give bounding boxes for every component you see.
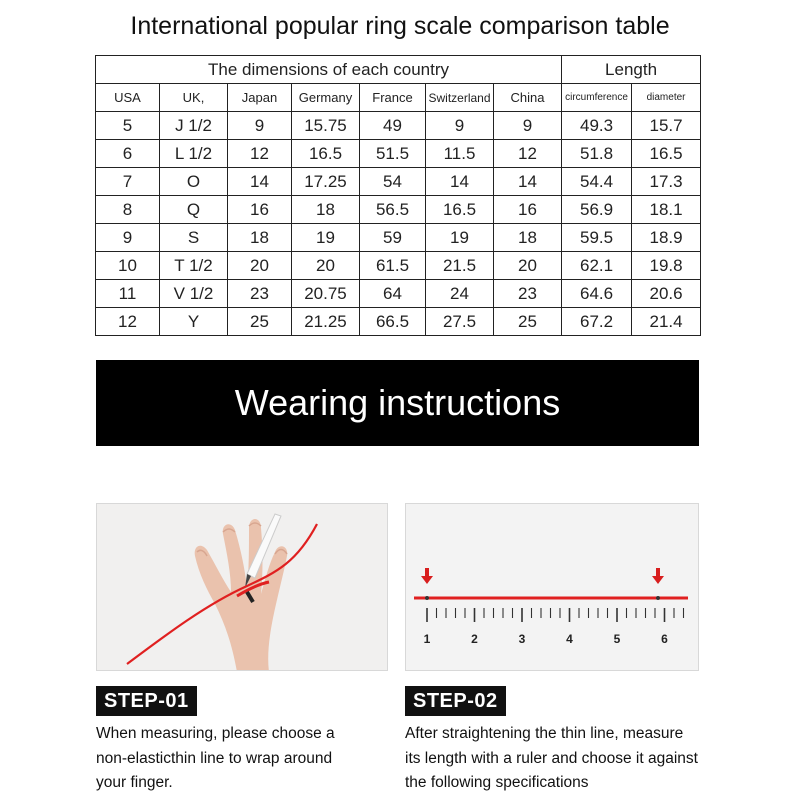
- table-cell: 19.8: [632, 252, 701, 280]
- table-cell: 10: [96, 252, 160, 280]
- ring-size-table: [95, 55, 701, 336]
- table-cell: 24: [426, 280, 494, 308]
- table-cell: 25: [494, 308, 562, 336]
- table-cell: 21.4: [632, 308, 701, 336]
- table-cell: 66.5: [360, 308, 426, 336]
- group-header-length: Length: [562, 56, 701, 84]
- table-cell: 11.5: [426, 140, 494, 168]
- table-cell: 16.5: [292, 140, 360, 168]
- table-cell: 5: [96, 112, 160, 140]
- col-header-japan: Japan: [228, 84, 292, 112]
- ruler-number: 4: [566, 632, 573, 646]
- table-cell: 16: [494, 196, 562, 224]
- step-02-badge: STEP-02: [405, 686, 506, 716]
- step-02-line: After straightening the thin line, measure: [405, 725, 684, 742]
- table-cell: 59.5: [562, 224, 632, 252]
- table-cell: J 1/2: [160, 112, 228, 140]
- table-cell: S: [160, 224, 228, 252]
- table-cell: 8: [96, 196, 160, 224]
- table-cell: 18: [494, 224, 562, 252]
- table-cell: 19: [426, 224, 494, 252]
- table-cell: 49: [360, 112, 426, 140]
- col-header-china: China: [494, 84, 562, 112]
- table-cell: 6: [96, 140, 160, 168]
- table-row: [96, 280, 701, 308]
- table-cell: 17.3: [632, 168, 701, 196]
- table-cell: 59: [360, 224, 426, 252]
- table-cell: 54: [360, 168, 426, 196]
- table-cell: 18: [292, 196, 360, 224]
- table-cell: V 1/2: [160, 280, 228, 308]
- table-cell: 61.5: [360, 252, 426, 280]
- table-cell: 20: [494, 252, 562, 280]
- table-cell: 20.75: [292, 280, 360, 308]
- table-cell: 7: [96, 168, 160, 196]
- table-cell: 17.25: [292, 168, 360, 196]
- step-02-line: the following specifications: [405, 774, 589, 791]
- table-cell: 19: [292, 224, 360, 252]
- table-cell: 16.5: [426, 196, 494, 224]
- table-cell: 54.4: [562, 168, 632, 196]
- table-cell: 16: [228, 196, 292, 224]
- ruler-number: 5: [613, 632, 621, 646]
- table-row: [96, 224, 701, 252]
- table-cell: 18.9: [632, 224, 701, 252]
- table-cell: 12: [494, 140, 562, 168]
- step-02-line: its length with a ruler and choose it against: [405, 749, 698, 767]
- ruler-icon: [406, 504, 699, 671]
- table-row: [96, 308, 701, 336]
- table-cell: 23: [494, 280, 562, 308]
- table-cell: Y: [160, 308, 228, 336]
- table-cell: 9: [228, 112, 292, 140]
- table-cell: 56.9: [562, 196, 632, 224]
- table-row: [96, 112, 701, 140]
- table-cell: 27.5: [426, 308, 494, 336]
- table-cell: 67.2: [562, 308, 632, 336]
- table-cell: 20.6: [632, 280, 701, 308]
- table-cell: 64: [360, 280, 426, 308]
- step-01-line: your finger.: [96, 774, 173, 791]
- table-cell: L 1/2: [160, 140, 228, 168]
- table-cell: 56.5: [360, 196, 426, 224]
- ruler-number: 1: [423, 632, 431, 646]
- ruler-number: 2: [471, 632, 478, 646]
- table-cell: 25: [228, 308, 292, 336]
- table-row: [96, 168, 701, 196]
- step-01-line: non-elasticthin line to wrap around: [96, 749, 333, 767]
- table-cell: 9: [96, 224, 160, 252]
- step-01-badge: STEP-01: [96, 686, 197, 716]
- wearing-instructions-banner: Wearing instructions: [96, 360, 699, 446]
- table-cell: 21.25: [292, 308, 360, 336]
- col-header-diameter: diameter: [632, 84, 701, 112]
- table-cell: 11: [96, 280, 160, 308]
- table-cell: 23: [228, 280, 292, 308]
- table-cell: 14: [426, 168, 494, 196]
- table-cell: 51.5: [360, 140, 426, 168]
- table-cell: 14: [228, 168, 292, 196]
- step-01-illustration: [96, 503, 388, 671]
- table-cell: 20: [228, 252, 292, 280]
- table-cell: 64.6: [562, 280, 632, 308]
- table-cell: 15.75: [292, 112, 360, 140]
- table-cell: 9: [426, 112, 494, 140]
- col-header-france: France: [360, 84, 426, 112]
- col-header-germany: Germany: [292, 84, 360, 112]
- table-cell: 15.7: [632, 112, 701, 140]
- table-cell: 9: [494, 112, 562, 140]
- table-cell: 21.5: [426, 252, 494, 280]
- table-row: [96, 140, 701, 168]
- col-header-switzerland: Switzerland: [426, 84, 494, 112]
- col-header-usa: USA: [96, 84, 160, 112]
- step-01-text: [96, 722, 396, 796]
- table-row: [96, 196, 701, 224]
- table-cell: Q: [160, 196, 228, 224]
- step-02-text: [405, 722, 725, 796]
- ruler-number: 3: [518, 632, 526, 646]
- table-cell: 51.8: [562, 140, 632, 168]
- table-cell: 12: [228, 140, 292, 168]
- table-cell: 16.5: [632, 140, 701, 168]
- table-cell: 12: [96, 308, 160, 336]
- table-cell: 18.1: [632, 196, 701, 224]
- step-01-line: When measuring, please choose a: [96, 725, 335, 742]
- table-cell: O: [160, 168, 228, 196]
- table-cell: 14: [494, 168, 562, 196]
- table-cell: 62.1: [562, 252, 632, 280]
- ruler-number: 6: [661, 632, 668, 646]
- table-cell: T 1/2: [160, 252, 228, 280]
- col-header-circumference: circumference: [562, 84, 632, 112]
- table-cell: 49.3: [562, 112, 632, 140]
- size-rows: [96, 112, 701, 336]
- hand-thread-icon: [97, 504, 388, 671]
- page-title: International popular ring scale comparison table: [130, 12, 670, 40]
- col-header-uk: UK,: [160, 84, 228, 112]
- group-header-dimensions: The dimensions of each country: [96, 56, 562, 84]
- table-cell: 18: [228, 224, 292, 252]
- table-cell: 20: [292, 252, 360, 280]
- table-row: [96, 252, 701, 280]
- step-02-illustration: [405, 503, 699, 671]
